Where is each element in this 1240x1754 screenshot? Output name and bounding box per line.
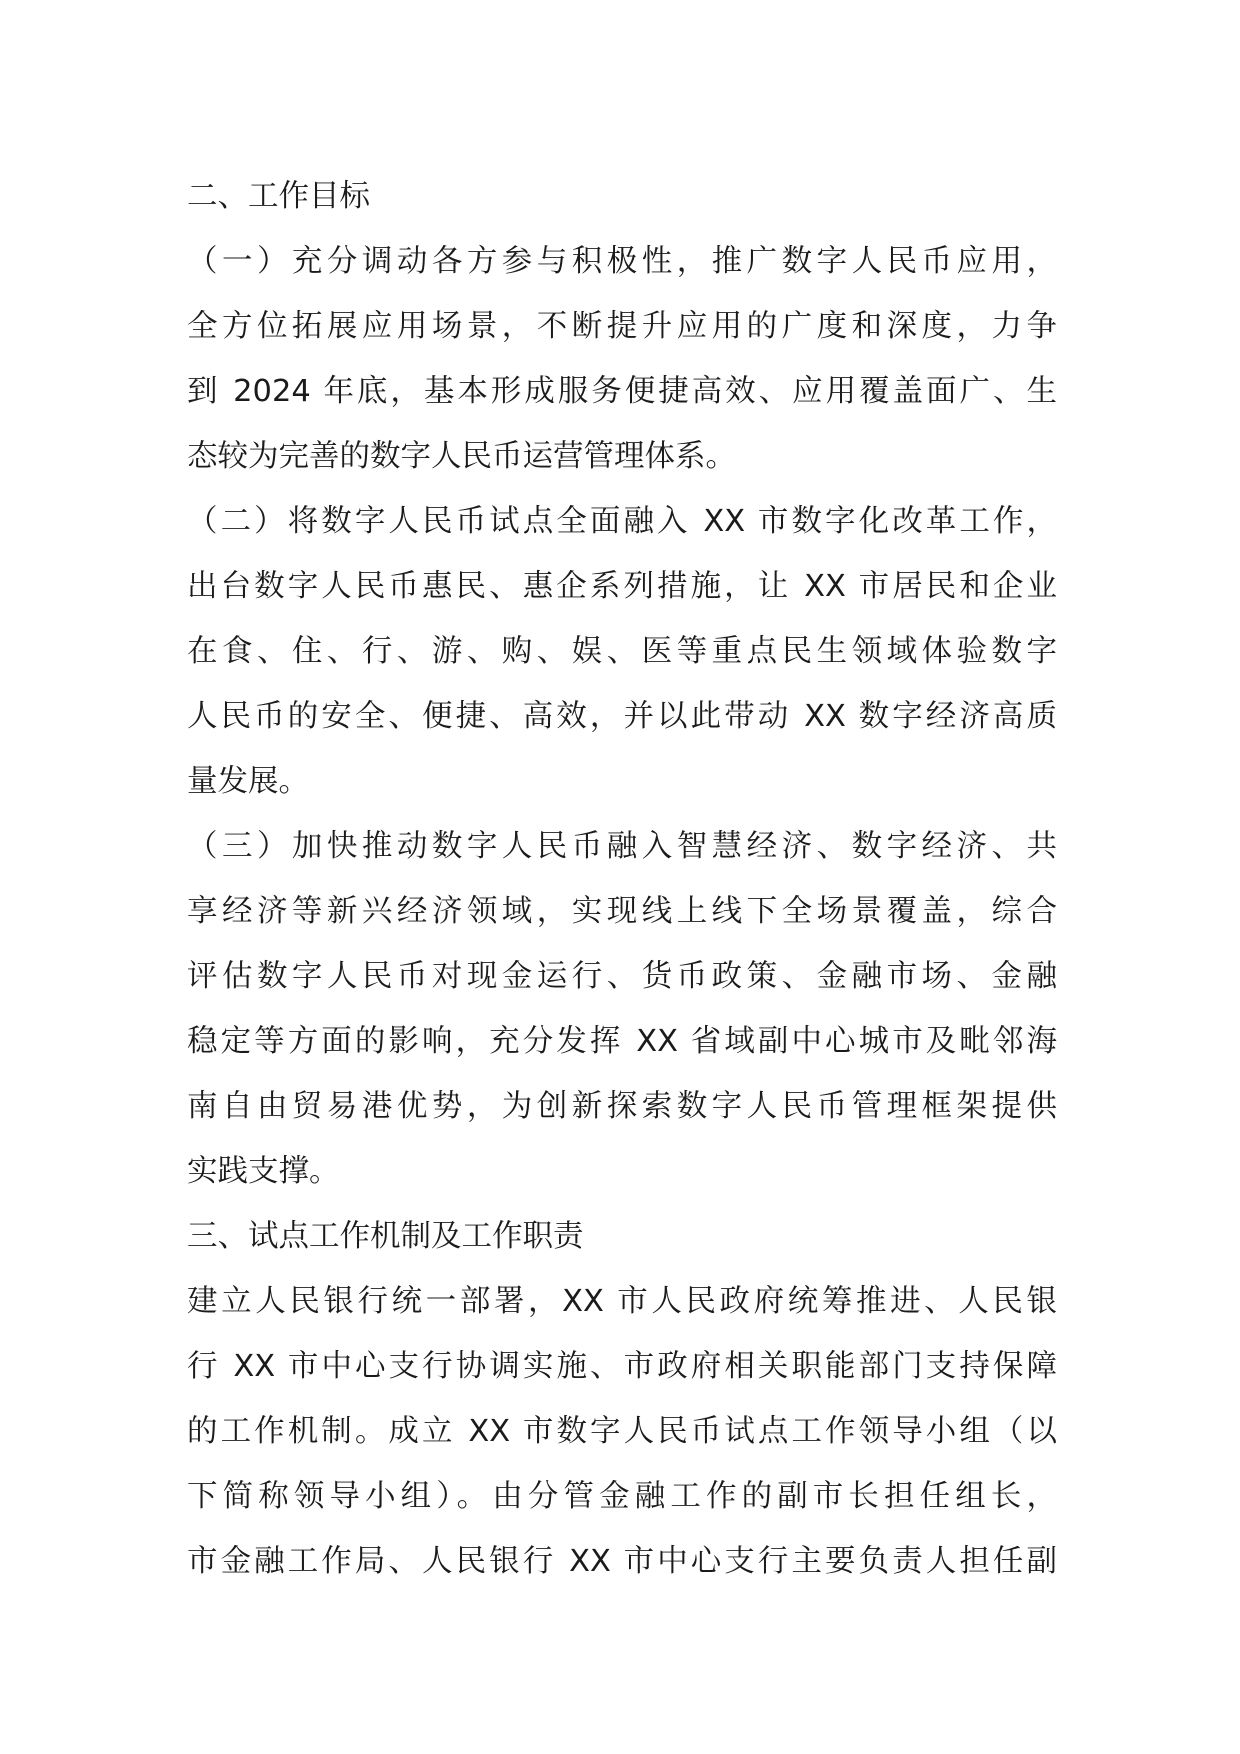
section-heading-work-goals: 二、工作目标 <box>187 179 370 214</box>
paragraph-line: 实践支撑。 <box>187 1154 340 1189</box>
paragraph-line: 稳定等方面的影响，充分发挥 XX 省域副中心城市及毗邻海 <box>187 1024 1057 1059</box>
paragraph-line: 到 2024 年底，基本形成服务便捷高效、应用覆盖面广、生 <box>187 374 1057 409</box>
paragraph-line: 南自由贸易港优势，为创新探索数字人民币管理框架提供 <box>187 1089 1057 1124</box>
paragraph-line: 的工作机制。成立 XX 市数字人民币试点工作领导小组（以 <box>187 1414 1057 1449</box>
section-heading-pilot-mechanism: 三、试点工作机制及工作职责 <box>187 1219 584 1254</box>
paragraph-line: （二）将数字人民币试点全面融入 XX 市数字化改革工作， <box>187 504 1057 539</box>
paragraph-line: 全方位拓展应用场景，不断提升应用的广度和深度，力争 <box>187 309 1057 344</box>
document-body <box>187 164 1057 1594</box>
paragraph-line: （一）充分调动各方参与积极性，推广数字人民币应用， <box>187 244 1057 279</box>
paragraph-line: 市金融工作局、人民银行 XX 市中心支行主要负责人担任副 <box>187 1544 1057 1579</box>
paragraph-line: 行 XX 市中心支行协调实施、市政府相关职能部门支持保障 <box>187 1349 1057 1384</box>
paragraph-line: 在食、住、行、游、购、娱、医等重点民生领域体验数字 <box>187 634 1057 669</box>
paragraph-line: 评估数字人民币对现金运行、货币政策、金融市场、金融 <box>187 959 1057 994</box>
paragraph-line: 量发展。 <box>187 764 309 799</box>
paragraph-line: 出台数字人民币惠民、惠企系列措施，让 XX 市居民和企业 <box>187 569 1057 604</box>
paragraph-line: 建立人民银行统一部署，XX 市人民政府统筹推进、人民银 <box>187 1284 1057 1319</box>
paragraph-line: 人民币的安全、便捷、高效，并以此带动 XX 数字经济高质 <box>187 699 1057 734</box>
paragraph-line: 下简称领导小组）。由分管金融工作的副市长担任组长， <box>187 1479 1057 1514</box>
paragraph-line: （三）加快推动数字人民币融入智慧经济、数字经济、共 <box>187 829 1057 864</box>
paragraph-line: 态较为完善的数字人民币运营管理体系。 <box>187 439 736 474</box>
paragraph-line: 享经济等新兴经济领域，实现线上线下全场景覆盖，综合 <box>187 894 1057 929</box>
